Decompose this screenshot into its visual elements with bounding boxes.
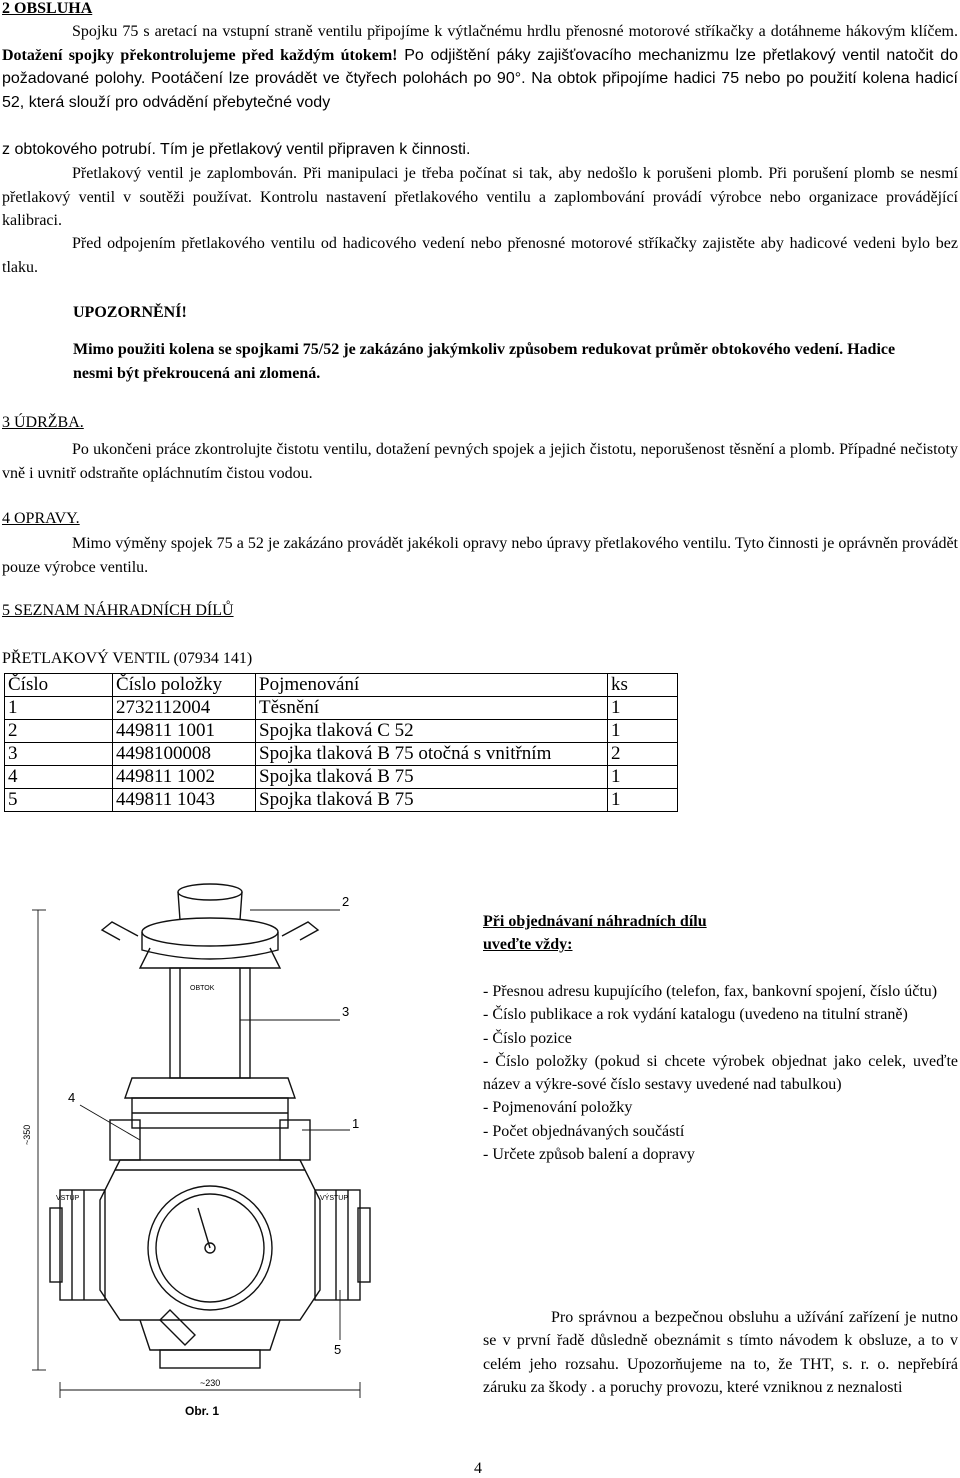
table-row bbox=[5, 697, 678, 720]
p1-part-a: Spojku 75 s aretací na vstupní straně ventilu připojíme k výtlačnému hrdlu přenosné motorové stříkačky a dotáhneme hákovým klíčem. bbox=[72, 23, 958, 40]
table-cell: 3 bbox=[5, 743, 113, 766]
callout-1: 1 bbox=[352, 1116, 360, 1131]
warning-title: UPOZORNĚNÍ! bbox=[73, 304, 187, 321]
table-cell: 1 bbox=[608, 720, 678, 743]
table-cell: 4 bbox=[5, 766, 113, 789]
section-2-paragraph-3: Před odpojením přetlakového ventilu od hadicového vedení nebo přenosné motorové stříkačky zajistěte aby hadicové vedeni bylo bez tlaku. bbox=[2, 235, 958, 276]
p1-part-b: Dotažení spojky překontrolujeme před každým útokem! bbox=[2, 46, 398, 64]
parts-subtitle: PŘETLAKOVÝ VENTIL (07934 141) bbox=[2, 650, 253, 667]
list-item: - Číslo položky (pokud si chcete výrobek objednat jako celek, uveďte název a výkre-sové číslo sestavy uvedené nad tabulkou) bbox=[483, 1052, 958, 1094]
label-vystup: VÝSTUP bbox=[320, 1195, 349, 1202]
section-3-heading: 3 ÚDRŽBA. bbox=[2, 414, 84, 431]
list-item: - Číslo publikace a rok vydání katalogu (uvedeno na titulní straně) bbox=[483, 1006, 908, 1024]
table-row bbox=[5, 789, 678, 812]
table-header-cell: Pojmenování bbox=[256, 674, 608, 697]
section-5-heading: 5 SEZNAM NÁHRADNÍCH DÍLŮ bbox=[2, 602, 234, 619]
table-cell: Spojka tlaková B 75 otočná s vnitřním bbox=[256, 743, 608, 766]
table-cell: 449811 1002 bbox=[113, 766, 256, 789]
dimension-height: ~350 bbox=[22, 1124, 32, 1145]
callout-4: 4 bbox=[68, 1090, 76, 1105]
section-3-text: Po ukončeni práce zkontrolujte čistotu ventilu, dotažení pevných spojek a jejich čistotu, neporušenost těsnění a plomb. Případné nečistoty vně i uvnitř odstraňte opláchnutím čistou vodou. bbox=[2, 441, 958, 482]
callout-5: 5 bbox=[334, 1342, 342, 1357]
order-list bbox=[483, 980, 958, 1166]
table-cell: Spojka tlaková C 52 bbox=[256, 720, 608, 743]
table-cell: 449811 1043 bbox=[113, 789, 256, 812]
table-cell: Spojka tlaková B 75 bbox=[256, 766, 608, 789]
table-cell: 5 bbox=[5, 789, 113, 812]
table-cell: 1 bbox=[5, 697, 113, 720]
order-title-line-1: Při objednávaní náhradních dílu bbox=[483, 913, 707, 930]
page-number: 4 bbox=[474, 1460, 482, 1477]
table-row bbox=[5, 720, 678, 743]
table-header-cell: Číslo položky bbox=[113, 674, 256, 697]
p1-part-c: Po odjištění páky zajišťovacího mechanizmu lze přetlakový ventil natočit do požadované polohy. Pootáčení lze provádět ve čtyřech polohách po 90°. bbox=[2, 46, 958, 87]
table-row bbox=[5, 766, 678, 789]
parts-table bbox=[4, 673, 678, 812]
list-item: - Přesnou adresu kupujícího (telefon, fax, bankovní spojení, číslo účtu) bbox=[483, 983, 938, 1000]
table-row bbox=[5, 743, 678, 766]
table-cell: 4498100008 bbox=[113, 743, 256, 766]
table-cell: 2 bbox=[5, 720, 113, 743]
table-header-cell: Číslo bbox=[5, 674, 113, 697]
section-2-paragraph-1 bbox=[2, 20, 958, 114]
table-header-cell: ks bbox=[608, 674, 678, 697]
section-2-heading: 2 OBSLUHA bbox=[2, 0, 93, 17]
label-obtok: OBTOK bbox=[190, 985, 215, 992]
valve-drawing bbox=[20, 870, 460, 1430]
callout-2: 2 bbox=[342, 894, 350, 909]
section-2-paragraph-2: Přetlakový ventil je zaplombován. Při manipulaci je třeba počínat si tak, aby nedošlo k porušeni plomb. Při porušení plomb se nesmí přetlakový ventil v soutěži používat. Kontrolu nastavení přetlakového ventilu a zaplombování provádí výrobce nebo organizace provádějící kalibraci. bbox=[2, 165, 958, 229]
order-title-line-2: uveďte vždy: bbox=[483, 936, 573, 954]
dimension-width: ~230 bbox=[200, 1378, 221, 1388]
order-title bbox=[483, 910, 958, 957]
table-cell: 2 bbox=[608, 743, 678, 766]
table-cell: 2732112004 bbox=[113, 697, 256, 720]
list-item: - Pojmenování položky bbox=[483, 1099, 633, 1117]
list-item: - Číslo pozice bbox=[483, 1029, 572, 1047]
list-item: - Počet objednávaných součástí bbox=[483, 1122, 685, 1140]
figure-caption: Obr. 1 bbox=[185, 1404, 220, 1418]
table-cell: 1 bbox=[608, 766, 678, 789]
warning-text: Mimo použiti kolena se spojkami 75/52 je zakázáno jakýmkoliv způsobem redukovat průměr obtokového vedení. Hadice nesmi být překroucená ani zlomená. bbox=[73, 341, 896, 382]
callout-3: 3 bbox=[342, 1004, 350, 1019]
list-item: - Určete způsob balení a dopravy bbox=[483, 1146, 695, 1164]
section-4-heading: 4 OPRAVY. bbox=[2, 510, 80, 527]
table-cell: 1 bbox=[608, 697, 678, 720]
table-cell: 449811 1001 bbox=[113, 720, 256, 743]
table-header-row bbox=[5, 674, 678, 697]
section-4-text: Mimo výměny spojek 75 a 52 je zakázáno provádět jakékoli opravy nebo úpravy přetlakového ventilu. Tyto činnosti je oprávněn provádět pouze výrobce ventilu. bbox=[2, 535, 958, 576]
section-2-paragraph-1-end: z obtokového potrubí. Tím je přetlakový ventil připraven k činnosti. bbox=[2, 141, 471, 158]
p1-part-d: Na obtok připojíme hadici 75 nebo po použití kolena hadicí 52, která slouží pro odvádění přebytečné vody bbox=[2, 70, 958, 111]
table-cell: Spojka tlaková B 75 bbox=[256, 789, 608, 812]
table-cell: Těsnění bbox=[256, 697, 608, 720]
closing-paragraph: Pro správnou a bezpečnou obsluhu a užívání zařízení je nutno se v první řadě důsledně obeznámit s tímto návodem k obsluze, a to v celém jeho rozsahu. Upozorňujeme na to, že THT, s. r. o. nepřebírá záruku za škody . a poruchy provozu, které vzniknou z neznalosti bbox=[483, 1309, 958, 1396]
table-cell: 1 bbox=[608, 789, 678, 812]
label-vstup: VSTUP bbox=[56, 1195, 80, 1202]
